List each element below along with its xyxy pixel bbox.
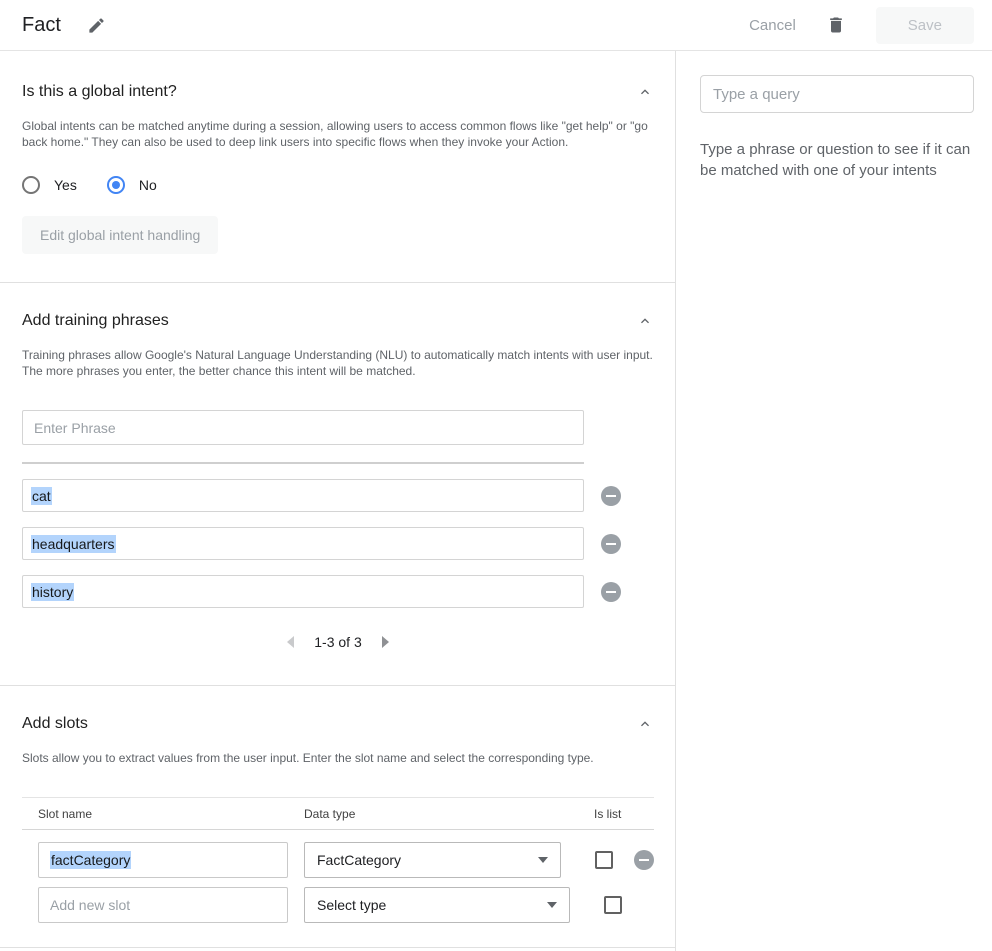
pagination-prev-button[interactable] — [287, 636, 294, 648]
training-phrase-text: history — [32, 583, 74, 600]
radio-option-no[interactable] — [107, 176, 157, 194]
pagination-label: 1-3 of 3 — [314, 634, 362, 650]
remove-phrase-button[interactable] — [601, 486, 621, 506]
slot-name-input[interactable] — [38, 842, 288, 878]
training-phrases-section — [22, 283, 653, 685]
column-header-data-type: Data type — [304, 807, 356, 821]
remove-slot-button[interactable] — [634, 850, 654, 870]
slots-table-header — [22, 797, 654, 830]
training-phrase-row — [22, 479, 653, 512]
remove-phrase-button[interactable] — [601, 582, 621, 602]
slots-heading: Add slots — [22, 715, 88, 732]
is-list-checkbox[interactable] — [595, 851, 613, 869]
chevron-right-icon — [382, 636, 389, 648]
training-phrases-heading: Add training phrases — [22, 312, 169, 329]
collapse-training-phrases-button[interactable] — [637, 313, 653, 329]
edit-title-button[interactable] — [83, 12, 110, 39]
phrase-pagination — [22, 634, 654, 650]
divider — [0, 947, 675, 948]
add-new-slot-input[interactable] — [38, 887, 288, 923]
chevron-down-icon — [547, 902, 557, 908]
chevron-up-icon — [637, 313, 653, 329]
radio-label-no: No — [138, 177, 157, 193]
test-query-input[interactable] — [700, 75, 974, 113]
data-type-selected-value: FactCategory — [317, 852, 402, 868]
training-phrase-row — [22, 527, 653, 560]
chevron-up-icon — [637, 716, 653, 732]
chevron-left-icon — [287, 636, 294, 648]
add-new-slot-field[interactable] — [50, 897, 276, 913]
data-type-dropdown[interactable] — [304, 887, 570, 923]
pagination-next-button[interactable] — [382, 636, 389, 648]
test-query-helper-text: Type a phrase or question to see if it can be matched with one of your intents — [700, 141, 971, 179]
slots-section — [22, 686, 653, 948]
global-intent-heading: Is this a global intent? — [22, 83, 177, 100]
radio-option-yes[interactable] — [22, 176, 77, 194]
delete-intent-button[interactable] — [822, 11, 850, 39]
training-phrase-input[interactable] — [22, 527, 584, 560]
enter-phrase-input[interactable] — [22, 410, 584, 445]
training-phrase-row — [22, 575, 653, 608]
cancel-button[interactable]: Cancel — [749, 16, 796, 34]
slot-row — [22, 842, 654, 878]
page-title: Fact — [22, 13, 61, 36]
data-type-dropdown[interactable] — [304, 842, 561, 878]
training-phrase-text: cat — [32, 487, 51, 504]
intent-main-column — [0, 51, 676, 951]
collapse-global-intent-button[interactable] — [637, 84, 653, 100]
test-query-panel — [676, 51, 992, 951]
pencil-icon — [87, 16, 106, 35]
global-intent-section — [22, 51, 653, 282]
chevron-down-icon — [538, 857, 548, 863]
column-header-slot-name: Slot name — [38, 807, 93, 821]
edit-global-intent-handling-button[interactable]: Edit global intent handling — [22, 216, 218, 254]
slot-name-text: factCategory — [51, 852, 131, 868]
column-header-is-list: Is list — [594, 807, 622, 821]
radio-selected-icon — [107, 176, 125, 194]
slots-description: Slots allow you to extract values from the user input. Enter the slot name and select the corresponding type. — [22, 751, 594, 765]
radio-label-yes: Yes — [54, 177, 77, 193]
global-intent-description: Global intents can be matched anytime during a session, allowing users to access common flows like "get help" or "go back home." They can also be used to deep link users into specific flows when they invoke your Action. — [22, 119, 648, 149]
training-phrases-description: Training phrases allow Google's Natural Language Understanding (NLU) to automatically match intents with user input. The more phrases you enter, the better chance this intent will be matched. — [22, 348, 653, 378]
training-phrase-text: headquarters — [32, 535, 115, 552]
remove-phrase-button[interactable] — [601, 534, 621, 554]
global-intent-radio-group — [22, 176, 653, 194]
trash-icon — [826, 15, 846, 35]
training-phrase-input[interactable] — [22, 479, 584, 512]
divider — [22, 462, 584, 464]
save-button[interactable]: Save — [876, 7, 974, 44]
radio-unselected-icon — [22, 176, 40, 194]
slots-table — [22, 797, 654, 923]
is-list-checkbox[interactable] — [604, 896, 622, 914]
collapse-slots-button[interactable] — [637, 716, 653, 732]
slot-row — [22, 887, 654, 923]
chevron-up-icon — [637, 84, 653, 100]
training-phrase-input[interactable] — [22, 575, 584, 608]
data-type-selected-value: Select type — [317, 897, 387, 913]
top-bar — [0, 0, 992, 51]
